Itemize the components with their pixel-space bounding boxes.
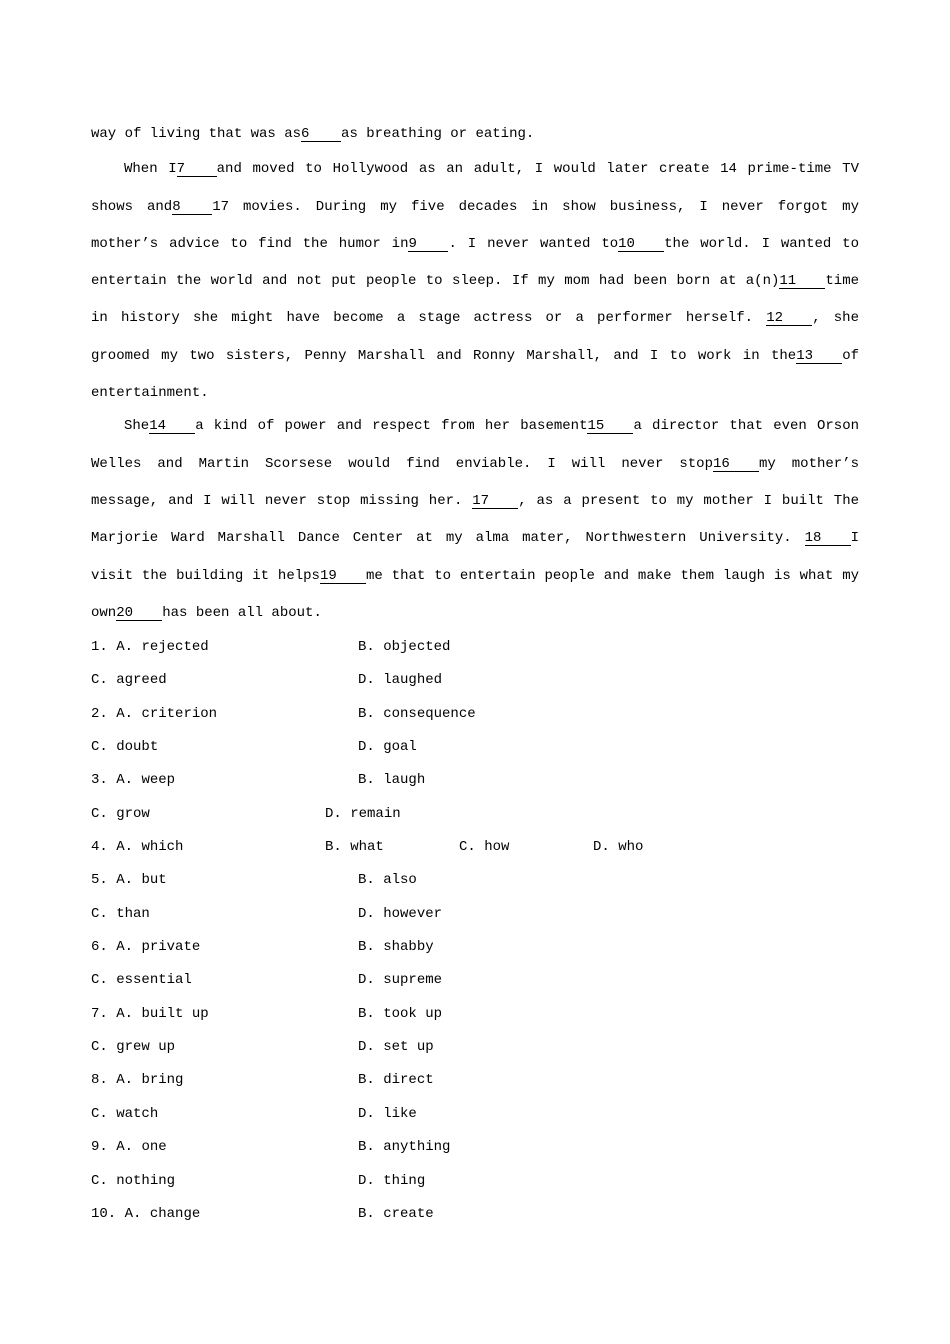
option-text: who — [618, 839, 644, 856]
question-6-option-a — [91, 931, 200, 964]
option-letter: B. — [325, 839, 342, 856]
passage-line — [91, 151, 859, 188]
option-letter: A. — [124, 1205, 142, 1222]
text-run: . I never wanted to — [448, 235, 619, 252]
option-text: how — [484, 839, 510, 856]
option-letter: D. — [358, 905, 375, 922]
option-letter: C. — [91, 1172, 108, 1189]
question-4-row — [91, 831, 859, 864]
question-number: 1. — [91, 639, 108, 655]
question-1-option-d — [358, 664, 442, 697]
text-run: groomed my two sisters, Penny Marshall and Ronny Marshall, and I to work in the — [91, 347, 797, 364]
question-1-option-b — [358, 631, 450, 664]
question-6-option-d — [358, 964, 442, 997]
text-run: my mother’s — [758, 455, 859, 472]
question-8-row-ab — [91, 1064, 859, 1097]
option-letter: A. — [116, 1005, 134, 1022]
question-4-option-c — [459, 831, 509, 864]
option-text: remain — [350, 805, 401, 822]
answer-blank-10: 10 — [618, 237, 664, 252]
question-4-option-b — [325, 831, 384, 864]
option-letter: C. — [91, 1039, 108, 1056]
option-letter: D. — [358, 739, 375, 756]
option-letter: B. — [358, 939, 375, 956]
question-number: 2. — [91, 705, 108, 722]
question-9-option-a — [91, 1131, 167, 1164]
option-text: weep — [141, 772, 176, 789]
text-run: a kind of power and respect from her basement — [195, 418, 588, 435]
passage-line — [91, 226, 859, 263]
question-7-option-a — [91, 998, 209, 1031]
option-text: one — [141, 1139, 167, 1156]
question-3-option-b — [358, 764, 425, 797]
option-letter: A. — [116, 639, 134, 655]
option-text: watch — [116, 1105, 159, 1122]
passage-paragraph-1 — [91, 116, 859, 153]
text-run: Marjorie Ward Marshall Dance Center at my alma mater, Northwestern University. — [91, 530, 805, 547]
question-8-option-a — [91, 1064, 183, 1097]
answer-blank-11: 11 — [779, 274, 825, 289]
text-run: visit the building it helps — [91, 567, 320, 584]
answer-blank-7: 7 — [177, 162, 217, 177]
option-text: essential — [116, 972, 192, 989]
option-text: like — [383, 1105, 417, 1122]
answer-blank-15: 15 — [587, 419, 633, 434]
answer-blank-6: 6 — [301, 127, 341, 142]
passage-line — [91, 408, 859, 445]
question-7-option-d — [358, 1031, 434, 1064]
text-run: When I — [124, 161, 177, 178]
question-8-option-c — [91, 1098, 158, 1131]
question-number: 8. — [91, 1072, 108, 1089]
question-3-option-c — [91, 798, 150, 831]
question-2-row-cd — [91, 731, 859, 764]
option-text: bring — [141, 1072, 184, 1089]
text-run: of — [842, 347, 859, 364]
option-letter: D. — [358, 972, 375, 989]
option-letter: B. — [358, 1205, 375, 1222]
question-3-option-a — [91, 764, 175, 797]
text-run: She — [124, 418, 150, 435]
text-run: , as a present to my mother I built The — [518, 492, 859, 509]
passage-line — [91, 595, 859, 632]
passage-paragraph-2 — [91, 151, 859, 412]
text-run: a director that even Orson — [633, 418, 859, 435]
question-1-row-cd — [91, 664, 859, 697]
option-letter: C. — [91, 739, 108, 756]
question-4-option-d — [593, 831, 643, 864]
option-text: built up — [141, 1005, 209, 1022]
question-number: 3. — [91, 772, 108, 789]
answer-blank-19: 19 — [320, 569, 366, 584]
question-8-option-b — [358, 1064, 434, 1097]
question-6-option-c — [91, 964, 192, 997]
option-text: which — [141, 839, 184, 856]
option-letter: D. — [593, 839, 610, 856]
question-6-option-b — [358, 931, 434, 964]
cloze-passage — [91, 116, 859, 632]
option-letter: D. — [358, 672, 375, 689]
option-letter: D. — [358, 1105, 375, 1122]
question-number: 6. — [91, 939, 108, 956]
question-8-option-d — [358, 1098, 417, 1131]
option-text: than — [116, 905, 150, 922]
option-text: change — [149, 1205, 201, 1222]
option-letter: D. — [325, 805, 342, 822]
option-letter: A. — [116, 1072, 134, 1089]
option-text: laugh — [383, 772, 426, 789]
option-letter: B. — [358, 705, 375, 722]
question-5-option-d — [358, 898, 442, 931]
option-text: what — [350, 839, 384, 856]
question-10-row-ab — [91, 1198, 859, 1231]
option-letter: B. — [358, 1139, 375, 1156]
answer-blank-12: 12 — [766, 311, 812, 326]
passage-line — [91, 520, 859, 557]
question-4-option-a — [91, 831, 183, 864]
question-6-row-ab — [91, 931, 859, 964]
question-9-option-d — [358, 1165, 425, 1198]
question-10-option-b — [358, 1198, 434, 1231]
option-text: laughed — [383, 672, 443, 689]
text-run: way of living that was as — [91, 126, 302, 142]
option-text: agreed — [116, 672, 167, 689]
text-run: and moved to Hollywood as an adult, I would later create 14 prime-time TV — [216, 161, 859, 178]
question-2-option-b — [358, 698, 476, 731]
option-text: create — [383, 1205, 434, 1222]
option-letter: C. — [91, 905, 108, 922]
answer-blank-20: 20 — [116, 606, 162, 621]
option-text: but — [141, 872, 167, 889]
option-text: also — [383, 872, 417, 889]
question-3-row-ab — [91, 764, 859, 797]
option-letter: B. — [358, 1072, 375, 1089]
passage-line — [91, 375, 859, 412]
text-run: as breathing or eating. — [341, 126, 535, 142]
option-text: shabby — [383, 939, 434, 956]
question-2-option-d — [358, 731, 417, 764]
options-list — [91, 631, 859, 1231]
question-1-option-a — [91, 631, 209, 664]
option-letter: A. — [116, 939, 134, 956]
option-letter: A. — [116, 1139, 134, 1156]
option-letter: C. — [459, 839, 476, 856]
option-text: criterion — [141, 705, 218, 722]
question-2-option-c — [91, 731, 158, 764]
option-letter: B. — [358, 1005, 375, 1022]
option-text: anything — [383, 1139, 451, 1156]
question-7-row-ab — [91, 998, 859, 1031]
answer-blank-18: 18 — [805, 531, 851, 546]
text-run: in history she might have become a stage actress or a performer herself. — [91, 310, 767, 327]
question-5-option-a — [91, 864, 167, 897]
passage-line — [91, 116, 859, 153]
passage-line — [91, 446, 859, 483]
question-number: 9. — [91, 1139, 108, 1156]
option-text: consequence — [383, 705, 476, 722]
answer-blank-16: 16 — [713, 457, 759, 472]
text-run: Welles and Martin Scorsese would find enviable. I will never stop — [91, 455, 713, 472]
option-text: set up — [383, 1039, 434, 1056]
passage-paragraph-3 — [91, 408, 859, 632]
option-letter: D. — [358, 1172, 375, 1189]
text-run: entertainment. — [91, 385, 209, 402]
option-letter: C. — [91, 672, 108, 689]
question-number: 10. — [91, 1205, 117, 1222]
answer-blank-13: 13 — [796, 349, 842, 364]
option-text: took up — [383, 1005, 443, 1022]
answer-blank-8: 8 — [172, 200, 212, 215]
option-text: doubt — [116, 739, 159, 756]
question-5-option-b — [358, 864, 417, 897]
question-5-option-c — [91, 898, 150, 931]
option-text: grew up — [116, 1039, 176, 1056]
option-text: objected — [383, 639, 451, 655]
option-text: nothing — [116, 1172, 176, 1189]
passage-line — [91, 338, 859, 375]
text-run: entertain the world and not put people to sleep. If my mom had been born at a(n) — [91, 273, 780, 290]
passage-line — [91, 263, 859, 300]
option-text: thing — [383, 1172, 426, 1189]
question-1-row-ab — [91, 631, 859, 664]
question-2-row-ab — [91, 698, 859, 731]
option-text: rejected — [141, 639, 209, 655]
option-letter: C. — [91, 1105, 108, 1122]
text-run: time — [825, 273, 859, 290]
option-letter: C. — [91, 972, 108, 989]
text-run: 17 movies. During my five decades in show business, I never forgot my — [212, 198, 859, 215]
option-letter: A. — [116, 705, 134, 722]
question-1-option-c — [91, 664, 167, 697]
question-3-option-d — [325, 798, 401, 831]
question-2-option-a — [91, 698, 217, 731]
text-run: , she — [812, 310, 859, 327]
question-10-option-a — [91, 1198, 200, 1231]
option-letter: A. — [116, 839, 134, 856]
option-letter: C. — [91, 805, 108, 822]
passage-line — [91, 300, 859, 337]
option-letter: B. — [358, 872, 375, 889]
option-letter: B. — [358, 639, 375, 655]
option-text: private — [141, 939, 201, 956]
passage-line — [91, 558, 859, 595]
text-run: I — [850, 530, 859, 547]
option-letter: A. — [116, 872, 134, 889]
option-letter: B. — [358, 772, 375, 789]
passage-line — [91, 483, 859, 520]
question-9-row-cd — [91, 1165, 859, 1198]
question-8-row-cd — [91, 1098, 859, 1131]
option-text: direct — [383, 1072, 434, 1089]
question-number: 5. — [91, 872, 108, 889]
question-3-row-cd — [91, 798, 859, 831]
text-run: mother’s advice to find the humor in — [91, 235, 409, 252]
question-5-row-cd — [91, 898, 859, 931]
option-text: goal — [383, 739, 417, 756]
question-number: 4. — [91, 839, 108, 856]
question-7-option-c — [91, 1031, 175, 1064]
option-letter: D. — [358, 1039, 375, 1056]
text-run: message, and I will never stop missing her. — [91, 492, 473, 509]
question-7-row-cd — [91, 1031, 859, 1064]
text-run: own — [91, 604, 117, 621]
question-number: 7. — [91, 1005, 108, 1022]
text-run: me that to entertain people and make them laugh is what my — [365, 567, 859, 584]
option-text: grow — [116, 805, 150, 822]
option-text: however — [383, 905, 443, 922]
passage-line — [91, 189, 859, 226]
question-5-row-ab — [91, 864, 859, 897]
question-9-option-c — [91, 1165, 175, 1198]
answer-blank-17: 17 — [472, 494, 518, 509]
question-7-option-b — [358, 998, 442, 1031]
question-9-row-ab — [91, 1131, 859, 1164]
question-9-option-b — [358, 1131, 450, 1164]
text-run: has been all about. — [162, 604, 322, 621]
answer-blank-14: 14 — [149, 419, 195, 434]
option-text: supreme — [383, 972, 443, 989]
text-run: the world. I wanted to — [664, 235, 859, 252]
text-run: shows and — [91, 198, 173, 215]
answer-blank-9: 9 — [408, 237, 448, 252]
question-6-row-cd — [91, 964, 859, 997]
option-letter: A. — [116, 772, 134, 789]
